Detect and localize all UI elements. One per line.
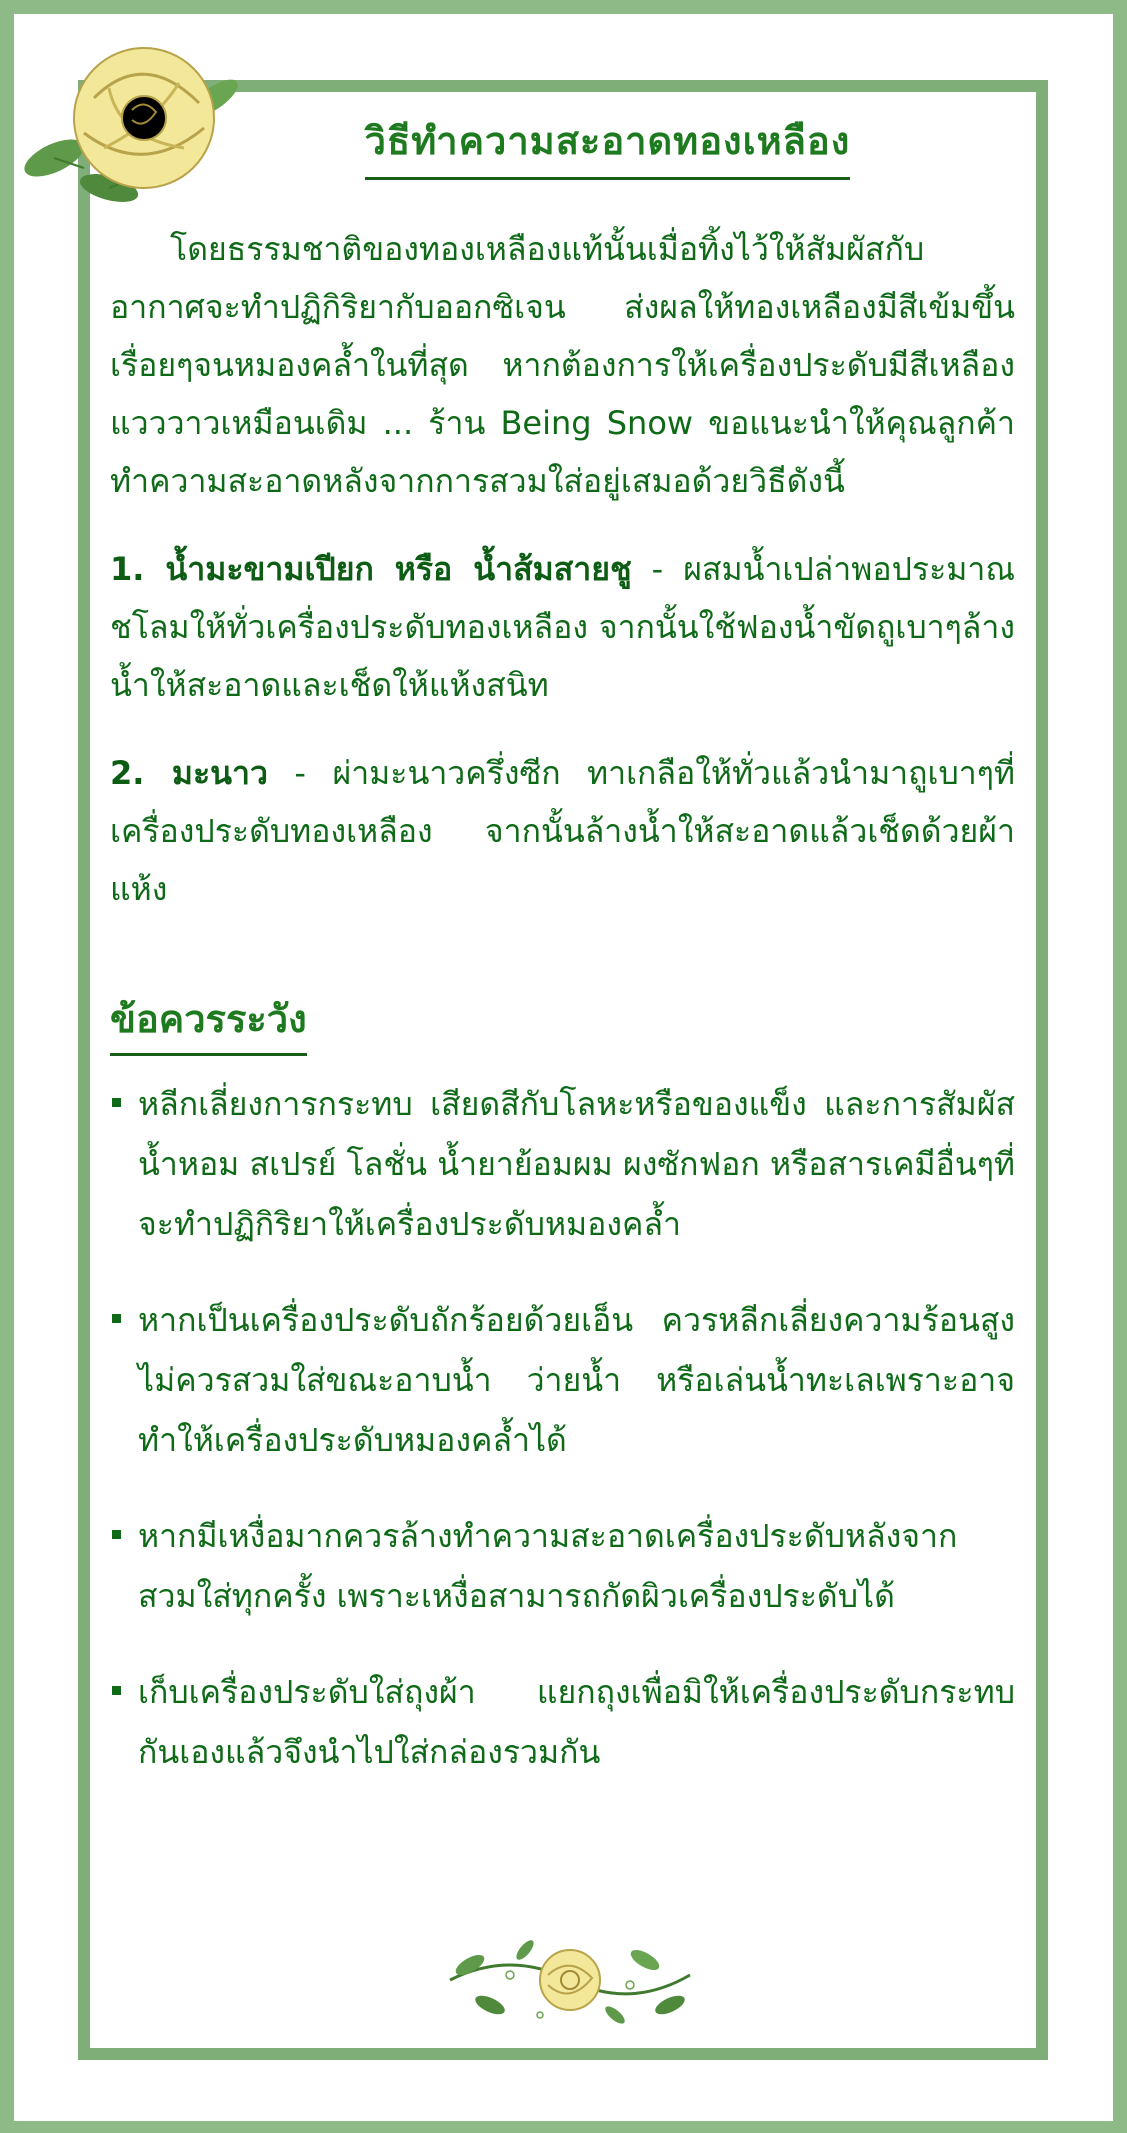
page-title: วิธีทำความสะอาดทองเหลือง: [110, 110, 1015, 180]
bullet-icon: [112, 1098, 121, 1107]
bullet-icon: [112, 1314, 121, 1323]
list-item: หลีกเลี่ยงการกระทบ เสียดสีกับโลหะหรือของแข็ง และการสัมผัสน้ำหอม สเปรย์ โลชั่น น้ำยาย้อมผม ผงซักฟอก หรือสารเคมีอื่นๆที่จะทำปฏิกิริยาให้เครื่องประดับหมองคล้ำ: [110, 1074, 1015, 1254]
step-2: [110, 744, 1015, 918]
list-item: เก็บเครื่องประดับใส่ถุงผ้า แยกถุงเพื่อมิให้เครื่องประดับกระทบกันเองแล้วจึงนำไปใส่กล่องรวมกัน: [110, 1662, 1015, 1782]
step-1: [110, 540, 1015, 714]
intro-paragraph: โดยธรรมชาติของทองเหลืองแท้นั้นเมื่อทิ้งไว้ให้สัมผัสกับอากาศจะทำปฏิกิริยากับออกซิเจน ส่งผลให้ทองเหลืองมีสีเข้มขึ้นเรื่อยๆจนหมองคล้ำในที่สุด หากต้องการให้เครื่องประดับมีสีเหลืองแวววาวเหมือนเดิม ... ร้าน Being Snow ขอแนะนำให้คุณลูกค้าทำความสะอาดหลังจากการสวมใส่อยู่เสมอด้วยวิธีดังนี้: [110, 230, 1015, 500]
rose-bouquet-icon: [430, 1920, 710, 2040]
bullet-icon: [112, 1686, 121, 1695]
article-content: [110, 110, 1015, 1818]
cautions-heading: ข้อควรระวัง: [110, 988, 307, 1056]
step-2-text: - ผ่ามะนาวครึ่งซีก ทาเกลือให้ทั่วแล้วนำมาถูเบาๆที่เครื่องประดับทองเหลือง จากนั้นล้างน้ำให้สะอาดแล้วเช็ดด้วยผ้าแห้ง: [110, 754, 1015, 908]
step-2-heading: 2. มะนาว: [110, 754, 268, 792]
list-item: หากเป็นเครื่องประดับถักร้อยด้วยเอ็น ควรหลีกเลี่ยงความร้อนสูง ไม่ควรสวมใส่ขณะอาบน้ำ ว่ายน้ำ หรือเล่นน้ำทะเลเพราะอาจทำให้เครื่องประดับหมองคล้ำได้: [110, 1290, 1015, 1470]
cautions-list: [110, 1074, 1015, 1782]
step-1-heading: 1. น้ำมะขามเปียก หรือ น้ำส้มสายชู: [110, 550, 632, 588]
bullet-icon: [112, 1530, 121, 1539]
step-1-text: - ผสมน้ำเปล่าพอประมาณชโลมให้ทั่วเครื่องประดับทองเหลือง จากนั้นใช้ฟองน้ำขัดถูเบาๆล้างน้ำให้สะอาดและเช็ดให้แห้งสนิท: [110, 550, 1016, 704]
list-item: หากมีเหงื่อมากควรล้างทำความสะอาดเครื่องประดับหลังจากสวมใส่ทุกครั้ง เพราะเหงื่อสามารถกัดผิวเครื่องประดับได้: [110, 1506, 1015, 1626]
